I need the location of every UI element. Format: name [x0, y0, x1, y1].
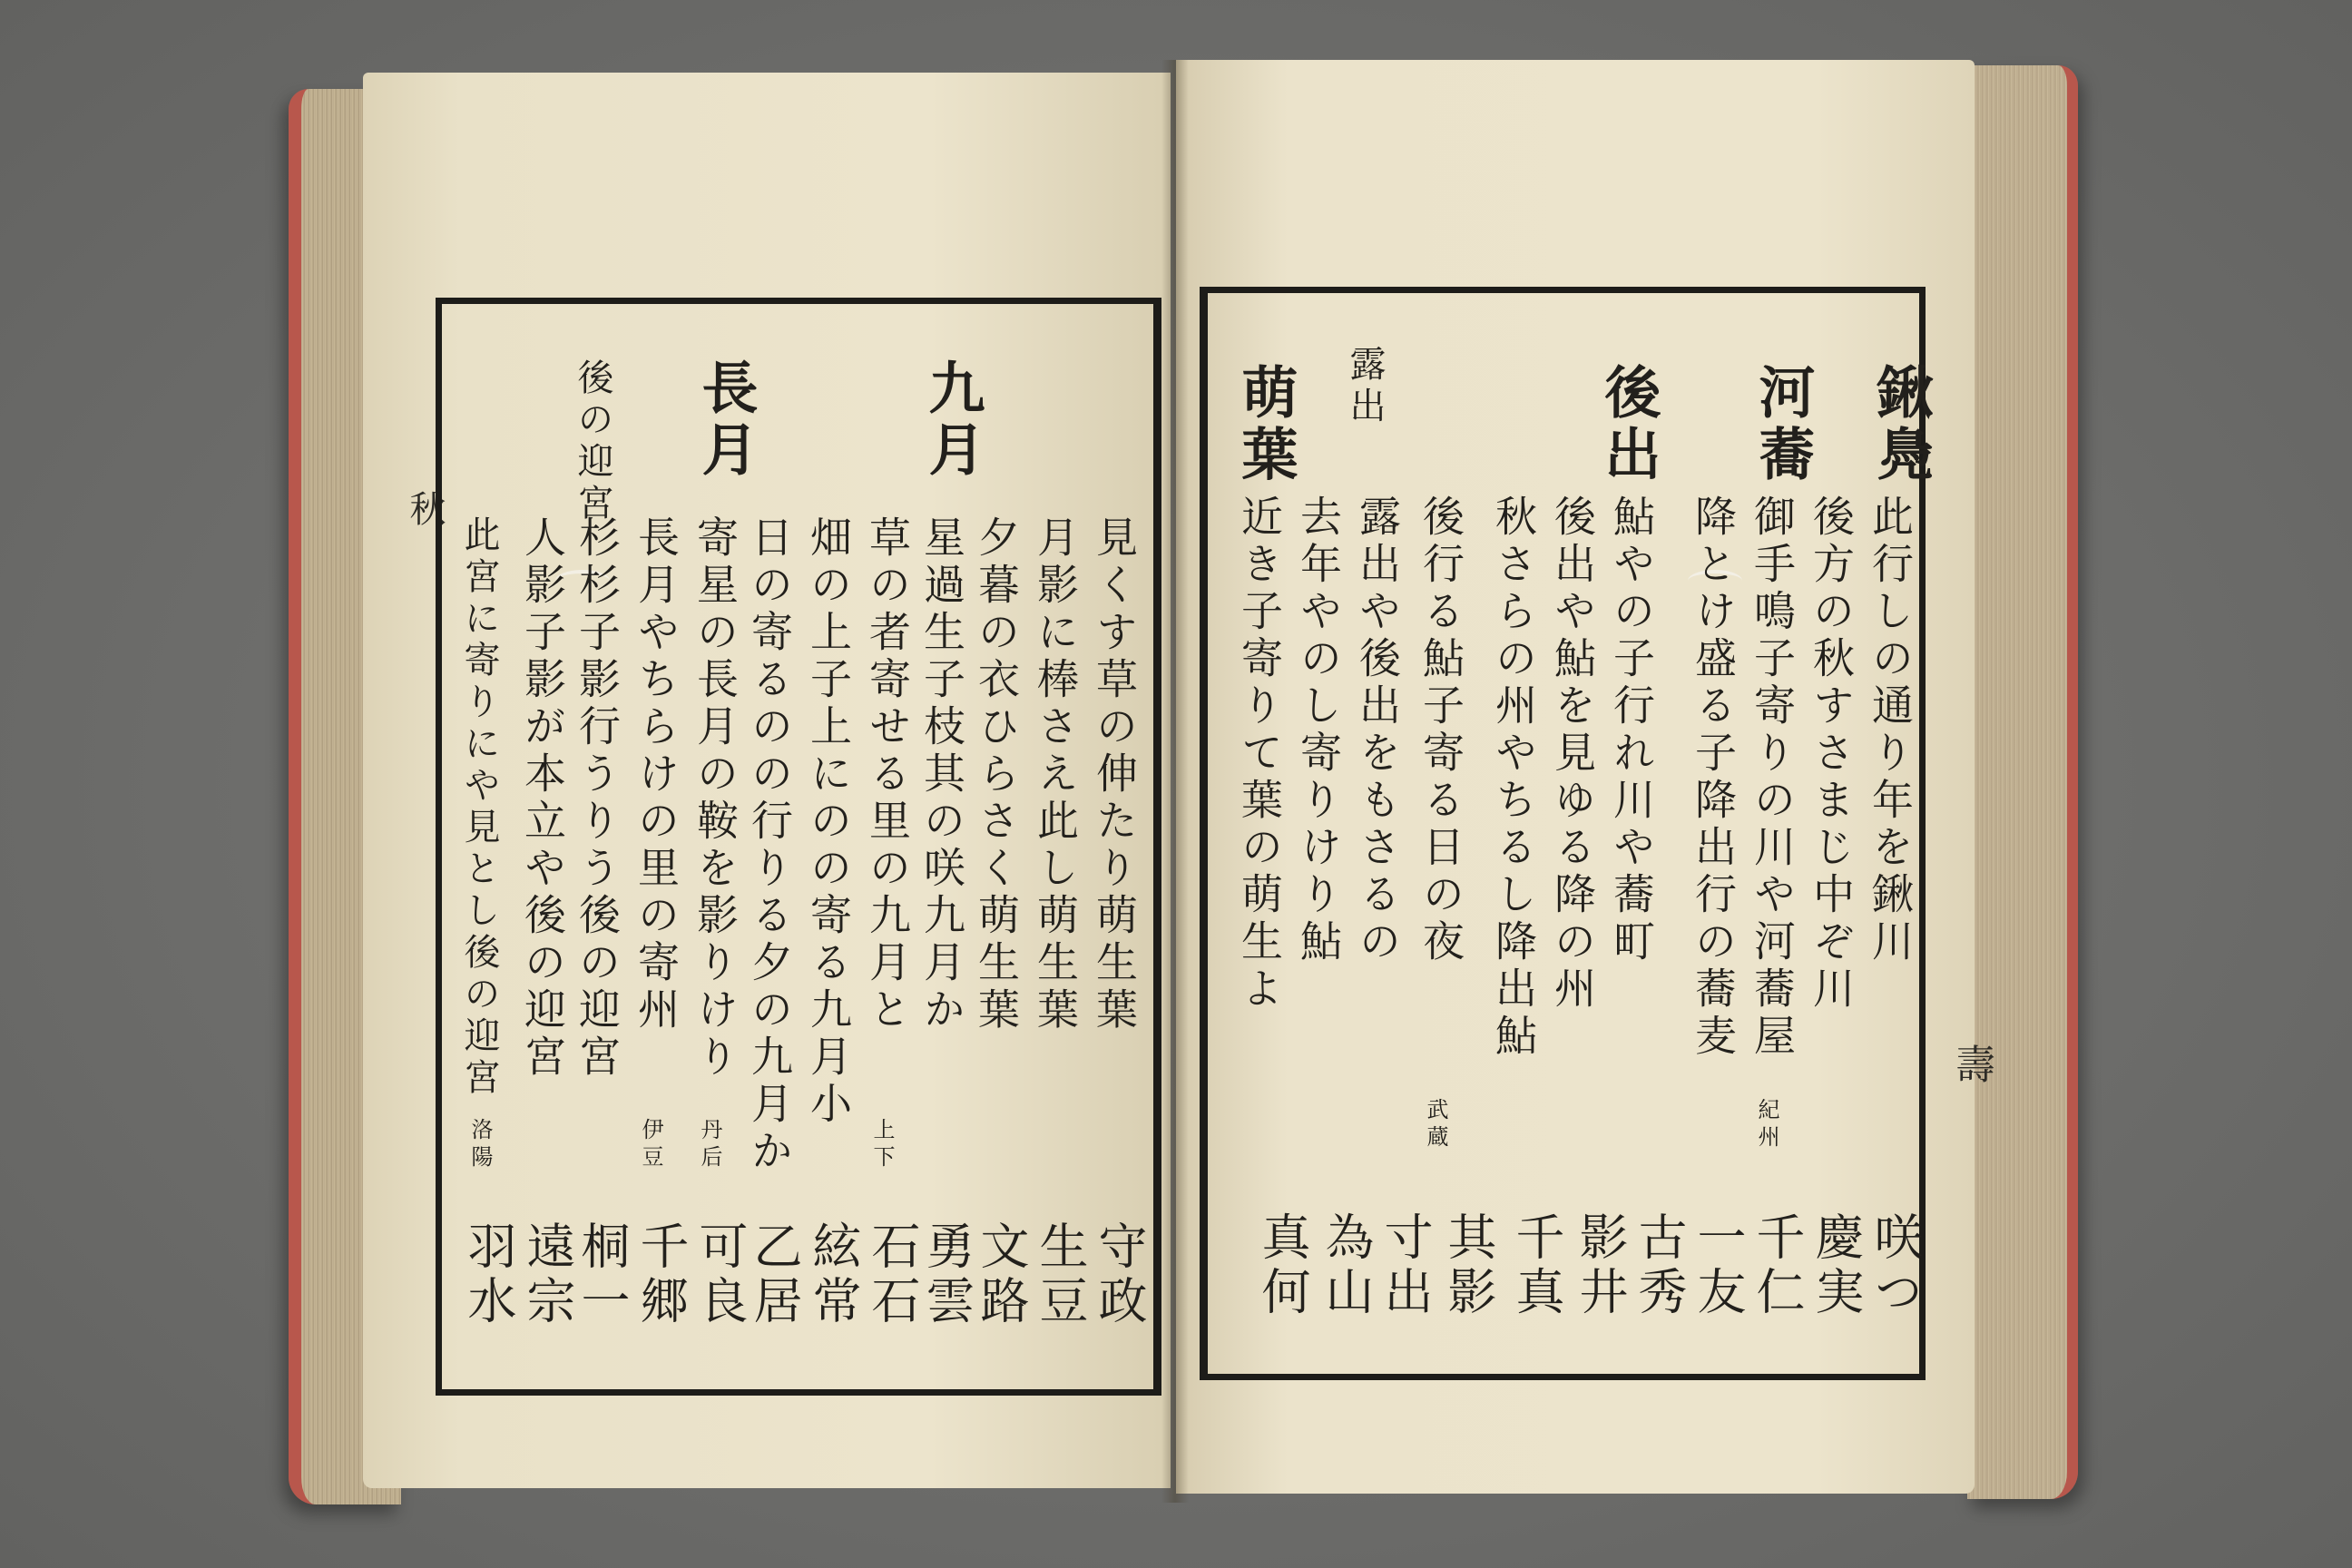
- right-verse-1: 此行しの通り年を鍬川: [1866, 495, 1915, 966]
- right-note-musashi: 武蔵: [1423, 1098, 1448, 1152]
- left-poet-10: 桐一: [573, 1220, 631, 1329]
- right-verse-6: 後出や鮎を見ゆる降の州: [1548, 495, 1597, 1014]
- left-note-jouge: 上下: [869, 1118, 895, 1172]
- heading-nochi: 後出: [1595, 363, 1661, 486]
- right-verse-2: 後方の秋すさまじ中ぞ川: [1807, 495, 1856, 1014]
- right-poet-9: 寸出: [1377, 1211, 1434, 1320]
- right-verse-7: 秋さらの州やちるし降出鮎: [1489, 495, 1538, 1061]
- heading-nagatsuki: 長月: [692, 358, 759, 482]
- left-verse-2: 月影に棒さえ此し萌生葉: [1031, 515, 1080, 1034]
- heading-moe: 萌葉: [1232, 363, 1298, 486]
- right-poet-7: 千真: [1508, 1211, 1565, 1320]
- right-verse-4: 降とけ盛る子降出行の蕎麦: [1689, 495, 1738, 1061]
- right-verse-3: 御手鳴子寄りの川や河蕎屋: [1748, 495, 1797, 1061]
- left-verse-1: 見くす草の伸たり萌生葉: [1090, 515, 1139, 1034]
- left-verse-7: 日の寄るのの行りる夕の九月か: [745, 515, 794, 1176]
- heading-kugatsu: 九月: [919, 358, 985, 482]
- left-poet-5: 石石: [864, 1220, 921, 1329]
- left-poet-9: 千郷: [632, 1220, 690, 1329]
- right-verse-8: 後行る鮎子寄る日の夜: [1416, 495, 1465, 966]
- right-verse-11: 近き子寄りて葉の萌生よ: [1235, 495, 1284, 1014]
- right-edge-mark: 壽: [1948, 1044, 1994, 1083]
- left-verse-11: 人影子影が本立や後の迎宮: [518, 515, 567, 1082]
- right-poet-6: 影井: [1572, 1211, 1629, 1320]
- left-verse-10: 杉杉子影行うりう後の迎宮: [573, 515, 622, 1082]
- heading-nochi-no-mukae: 後の迎宮: [572, 358, 613, 525]
- left-poet-12: 羽水: [460, 1220, 517, 1329]
- left-edge-mark: 秋: [404, 490, 446, 526]
- heading-tsuyu: 露出: [1344, 345, 1386, 428]
- left-verse-12: 此宮に寄りにや見とし後の迎宮: [458, 515, 500, 1100]
- right-verse-10: 去年やのし寄りけり鮎: [1294, 495, 1343, 966]
- right-verse-5: 鮎やの子行れ川や蕎町: [1607, 495, 1656, 966]
- left-verse-3: 夕暮の衣ひらさく萌生葉: [972, 515, 1021, 1034]
- left-note-izu: 伊豆: [638, 1118, 663, 1172]
- heading-kakushi: 鍬鳧: [1867, 363, 1934, 486]
- right-poet-5: 古秀: [1631, 1211, 1688, 1320]
- right-poet-1: 咲つ: [1867, 1211, 1924, 1320]
- right-verse-9: 露出や後出をもさるの: [1353, 495, 1402, 966]
- book-gutter: [1161, 60, 1189, 1503]
- right-note-kishu: 紀州: [1754, 1098, 1779, 1152]
- left-poet-6: 絃常: [805, 1220, 862, 1329]
- left-verse-4: 星過生子枝其の咲九月か: [917, 515, 966, 1034]
- heading-kawa: 河蕎: [1749, 363, 1816, 486]
- left-verse-6: 畑の上子上にのの寄る九月小: [804, 515, 853, 1129]
- left-poet-7: 乙居: [746, 1220, 803, 1329]
- left-note-rakuyo: 洛陽: [467, 1118, 493, 1172]
- left-verse-9: 長月やちらけの里の寄州: [632, 515, 681, 1034]
- left-verse-8: 寄星の長月の鞍を影りけり: [691, 515, 740, 1082]
- right-poet-10: 為山: [1318, 1211, 1375, 1320]
- left-poet-11: 遠宗: [519, 1220, 576, 1329]
- left-poet-2: 生豆: [1032, 1220, 1089, 1329]
- right-poet-11: 真何: [1254, 1211, 1311, 1320]
- left-poet-1: 守政: [1091, 1220, 1148, 1329]
- left-poet-4: 勇雲: [918, 1220, 975, 1329]
- left-verse-5: 草の者寄せる里の九月と: [863, 515, 912, 1034]
- right-poet-8: 其影: [1440, 1211, 1497, 1320]
- right-page-edges: [1967, 65, 2078, 1499]
- left-note-tango: 丹后: [697, 1118, 722, 1172]
- right-poet-4: 一友: [1690, 1211, 1747, 1320]
- right-poet-2: 慶実: [1808, 1211, 1865, 1320]
- right-poet-3: 千仁: [1749, 1211, 1806, 1320]
- left-poet-8: 可良: [691, 1220, 749, 1329]
- left-poet-3: 文路: [973, 1220, 1030, 1329]
